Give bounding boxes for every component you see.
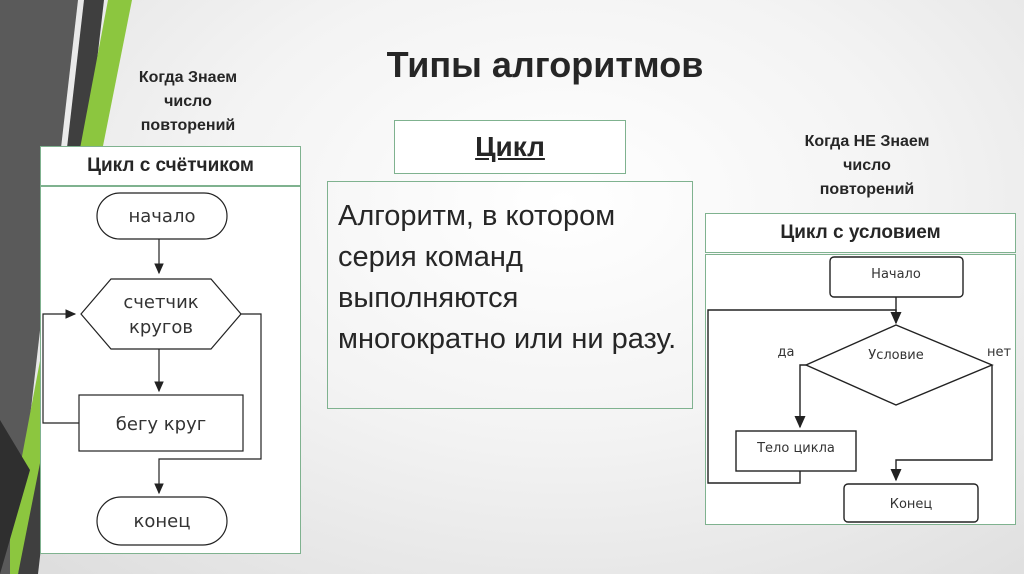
start-label: начало xyxy=(128,206,196,227)
end-label: конец xyxy=(133,511,191,532)
condition-loop-panel xyxy=(705,254,1016,525)
condition-loop-flowchart xyxy=(706,255,1015,524)
cycle-heading-box xyxy=(394,120,626,174)
counter-loop-flowchart xyxy=(41,187,300,553)
start-label: Начало xyxy=(871,267,921,282)
note-unknown-count: Когда НЕ Знаем число повторений xyxy=(804,133,930,198)
condition-label-line1: счетчик xyxy=(123,292,199,313)
heading-counter-loop: Цикл с счётчиком xyxy=(40,146,301,186)
note-known-count: Когда Знаем число повторений xyxy=(138,69,238,134)
heading-condition-loop: Цикл с условием xyxy=(705,213,1016,253)
yes-label: да xyxy=(777,345,795,360)
body-label: Тело цикла xyxy=(757,441,835,456)
arrow-loop-back xyxy=(43,314,79,423)
definition-box xyxy=(327,181,693,409)
condition-diamond xyxy=(806,325,992,405)
definition-text: Алгоритм, в котором серия команд выполняются многократно или ни разу. xyxy=(338,200,677,355)
body-label: бегу круг xyxy=(115,414,207,435)
no-label: нет xyxy=(986,345,1012,360)
arrow-yes-to-body xyxy=(800,365,806,427)
cycle-heading: Цикл xyxy=(475,131,545,162)
condition-label: Условие xyxy=(868,348,924,363)
page-title: Типы алгоритмов xyxy=(386,44,704,85)
condition-hexagon xyxy=(81,279,241,349)
end-label: Конец xyxy=(889,497,933,512)
counter-loop-panel xyxy=(40,186,301,554)
condition-label-line2: кругов xyxy=(128,317,194,338)
